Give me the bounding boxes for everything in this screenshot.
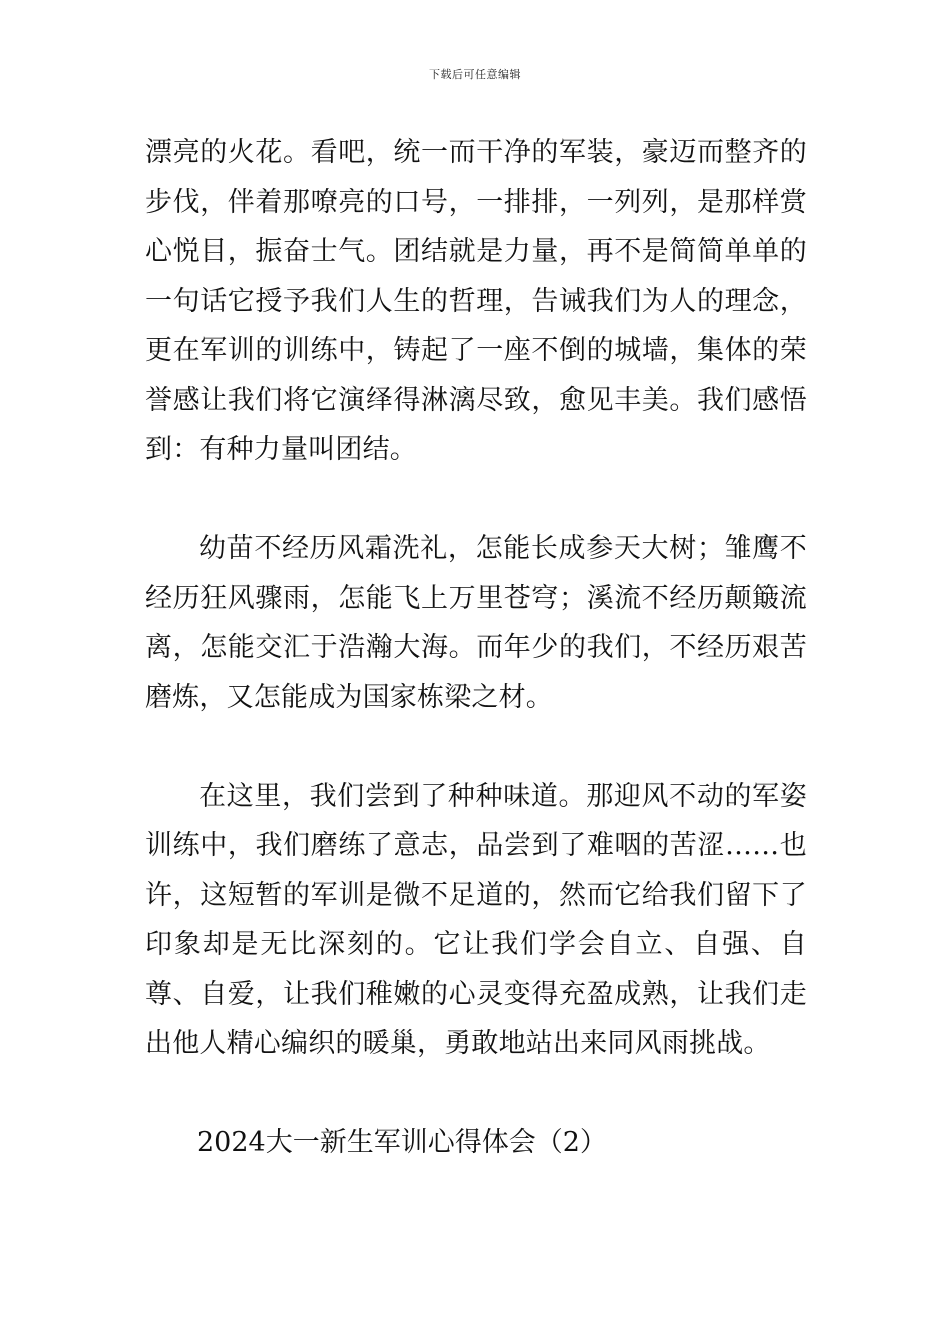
paragraph-3: 在这里，我们尝到了种种味道。那迎风不动的军姿训练中，我们磨练了意志，品尝到了难咽的苦涩……也许，这短暂的军训是微不足道的，然而它给我们留下了印象却是无比深刻的。它让我们学会自立、自强、自尊、自爱，让我们稚嫩的心灵变得充盈成熟，让我们走出他人精心编织的暖巢，勇敢地站出来同风雨挑战。 bbox=[145, 780, 807, 1059]
paragraph-1: 漂亮的火花。看吧，统一而干净的军装，豪迈而整齐的步伐，伴着那嘹亮的口号，一排排，一列列，是那样赏心悦目，振奋士气。团结就是力量，再不是简简单单的一句话它授予我们人生的哲理，告诫我们为人的理念，更在军训的训练中，铸起了一座不倒的城墙，集体的荣誉感让我们将它演绎得淋漓尽致，愈见丰美。我们感悟到：有种力量叫团结。 bbox=[145, 137, 807, 465]
document-body bbox=[145, 128, 807, 1168]
paragraph-2: 幼苗不经历风霜洗礼，怎能长成参天大树；雏鹰不经历狂风骤雨，怎能飞上万里苍穹；溪流不经历颠簸流离，怎能交汇于浩瀚大海。而年少的我们，不经历艰苦磨炼，又怎能成为国家栋梁之材。 bbox=[145, 533, 807, 713]
section-heading: 2024大一新生军训心得体会（2） bbox=[197, 1127, 607, 1158]
paragraph-gap bbox=[145, 475, 807, 525]
paragraph-gap bbox=[145, 722, 807, 772]
paragraph-gap bbox=[145, 1069, 807, 1119]
page-header: 下载后可任意编辑 bbox=[429, 68, 521, 81]
